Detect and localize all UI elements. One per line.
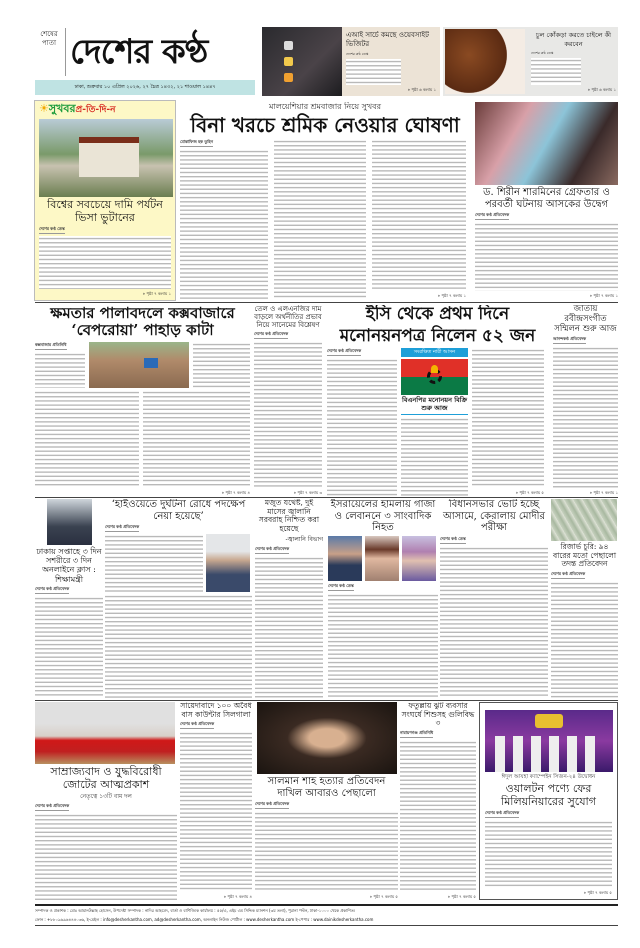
- continued-marker: » পৃষ্ঠা ৭ কলাম ১: [589, 293, 618, 298]
- walton-campaign-photo: [485, 710, 613, 772]
- byline: দেশের কণ্ঠ প্রতিবেদক: [551, 571, 585, 579]
- byline: দেশের কণ্ঠ প্রতিবেদক: [485, 810, 519, 818]
- byline: দেশের কণ্ঠ প্রতিবেদক: [327, 348, 361, 356]
- promo-kicker: ঈদুল আযহা ক্যাম্পেইন সিজন-২৪ উদ্বোধন: [501, 774, 596, 780]
- official-photo: [206, 534, 250, 592]
- continued-marker: » পৃষ্ঠা ৭ কলাম ৫: [515, 490, 544, 495]
- headline[interactable]: সায়েদাবাদে ১০০ অবৈধ বাস কাউন্টার সিলগালা: [180, 702, 252, 719]
- continued-marker: » পৃষ্ঠা ৭ কলাম ৫: [447, 894, 476, 899]
- headline[interactable]: মজুত যথেষ্ট, দুই মাসের জ্বালানি সরবরাহ নিশ্চিত করা হয়েছে: [258, 499, 320, 533]
- article-body: [35, 596, 103, 698]
- teaser-byline: দেশের কণ্ঠ ডেস্ক: [531, 51, 554, 56]
- headline[interactable]: বিশ্বের সবচেয়ে দামি পর্যটন ভিসা ভুটানের: [47, 198, 163, 224]
- footer-rule: [35, 904, 618, 906]
- continued-marker: » পৃষ্ঠা ৭ কলাম ১: [589, 490, 618, 495]
- article-body: [440, 546, 548, 699]
- curly-hair-image: [445, 29, 525, 94]
- article-body: [255, 811, 398, 892]
- headline[interactable]: রিজার্ভ চুরি: ৯৪ বারের মতো পেছালো তদন্ত প্রতিবেদন: [553, 542, 616, 569]
- article-body: [35, 813, 177, 900]
- article-body: [475, 222, 618, 291]
- continued-marker: » পৃষ্ঠা ৭ কলাম ৪: [223, 894, 252, 899]
- salman-shah-photo: [257, 702, 397, 774]
- teaser-curly-hair[interactable]: [443, 27, 618, 96]
- byline: মোস্তাফিজ হক তুহিন: [180, 139, 213, 147]
- teaser-text: [531, 58, 581, 85]
- sukhbor-pratidin-box[interactable]: [34, 100, 176, 301]
- byline: দেশের কণ্ঠ ডেস্ক: [328, 583, 354, 591]
- continued-marker: » পৃষ্ঠা ৭ কলাম ১: [142, 291, 171, 296]
- phone-apps-image: [262, 27, 342, 96]
- headline[interactable]: ড. শিরীন শারমিনের গ্রেফতার ও পরবর্তী ঘটনায় আসকের উদ্বেগ: [483, 187, 610, 210]
- byline: দেশের কণ্ঠ প্রতিবেদক: [254, 331, 288, 339]
- source-label: -জ্বালানি বিভাগ: [285, 535, 323, 543]
- byline: দেশের কণ্ঠ ডেস্ক: [440, 536, 466, 544]
- article-body: [193, 342, 250, 388]
- journalist-photo-2: [365, 536, 399, 581]
- box-label: সংরক্ষিত নারী আসন: [401, 348, 468, 357]
- headline-line1[interactable]: ইসি থেকে প্রথম দিনে: [365, 305, 510, 324]
- article-body: [39, 236, 171, 289]
- byline: দেশের কণ্ঠ প্রতিবেদক: [475, 212, 509, 220]
- byline: দেশের কণ্ঠ প্রতিবেদক: [180, 721, 214, 729]
- article-body-col3: [372, 139, 466, 291]
- byline: দেশের কণ্ঠ প্রতিবেদক: [255, 546, 289, 554]
- continued-marker: » পৃষ্ঠা ৭ কলাম ৫: [583, 890, 612, 895]
- press-conference-photo: [35, 702, 175, 764]
- bnp-flag-icon: [401, 359, 468, 395]
- byline: দেশের কণ্ঠ প্রতিবেদক: [105, 524, 139, 532]
- article-body: [472, 348, 544, 488]
- headline-line2[interactable]: মনোনয়নপত্র নিলেন ৫২ জন: [339, 325, 536, 346]
- byline: দেশের কণ্ঠ প্রতিবেদক: [35, 586, 69, 594]
- headline[interactable]: সালমান শাহ হত্যার প্রতিবেদন দাখিল আবারও পেছালো: [267, 776, 386, 799]
- article-body: [553, 346, 618, 488]
- subhead: নেতৃত্বে ১৩টি বাম দল: [80, 793, 132, 801]
- footer-imprint: সম্পাদক ও প্রকাশক : মোঃ আমানউল্লাহ হোসেন, উপদেষ্টা সম্পাদক : নাদির আহমেদ, বার্তা ও বাণিজ্যিক কার্যালয় : ৫৫/এ, এইচ এম সিদ্দিক ম্যানশন (৩য় তলা), পুরানা পল্টন, ঢাকা-১০০০ থেকে প্রকাশিত।: [35, 908, 356, 913]
- headline[interactable]: ‘হাইওয়েতে দুর্ঘটনা রোধে পদক্ষেপ নেয়া হয়েছে’: [111, 499, 246, 522]
- byline: দেশের কণ্ঠ প্রতিবেদক: [35, 803, 69, 811]
- article-body: [105, 594, 252, 698]
- byline: কক্সবাজার প্রতিনিধি: [35, 342, 67, 350]
- lead-kicker: মালয়েশিয়ার শ্রমবাজার নিয়ে সুখবর: [268, 102, 382, 111]
- box-caption: বিএনপির মনোনয়ন বিক্রি শুরু আজ: [401, 396, 468, 412]
- teaser-byline: দেশের কণ্ঠ ডেস্ক: [346, 51, 369, 56]
- headline[interactable]: সাম্রাজ্যবাদ ও যুদ্ধবিরোধী জোটের আত্মপ্রকাশ: [50, 765, 162, 791]
- sun-icon: ☀: [39, 102, 49, 115]
- education-minister-photo: [47, 499, 92, 545]
- teaser-headline: এআই সার্চে কমছে ওয়েবসাইট ভিজিটর: [346, 31, 429, 49]
- teaser-headline: চুল কোঁকড়া করতে চাইলে কী করবেন: [535, 31, 611, 49]
- bnp-nomination-box[interactable]: [401, 348, 468, 415]
- journalist-photo-3: [402, 536, 436, 581]
- continued-marker: » পৃষ্ঠা ৭ কলাম ৫: [369, 894, 398, 899]
- headline[interactable]: ওয়ালটন পণ্যে ফের মিলিয়নিয়ারের সুযোগ: [501, 782, 596, 808]
- continued-marker: » পৃষ্ঠা ৭ কলাম ৩: [293, 490, 322, 495]
- article-body: [35, 352, 85, 388]
- divider: [35, 700, 618, 701]
- article-body: [143, 390, 250, 489]
- teaser-text: [346, 59, 401, 85]
- byline: দেশের কণ্ঠ প্রতিবেদক: [255, 801, 289, 809]
- continued-marker: » পৃষ্ঠা ৭ কলাম ৪: [221, 490, 250, 495]
- article-body: [255, 556, 323, 699]
- divider: [35, 497, 618, 498]
- dateline: ঢাকা, শুক্রবার ১০ এপ্রিল ২০২৬, ২৭ চৈত্র ১৪৩২, ২১ শাওয়াল ১৪৪৭: [35, 80, 255, 95]
- headline[interactable]: ইসরায়েলের হামলায় গাজা ও লেবাননে ৩ সাংবাদিক নিহত: [330, 499, 436, 533]
- headline[interactable]: ফতুল্লায় ঝুট ব্যবসার সংঘর্ষে শিশুসহ গুলিবিদ্ধ ৩: [401, 702, 475, 728]
- article-body: [328, 593, 438, 699]
- article-body: [485, 820, 612, 888]
- article-body: [551, 581, 618, 698]
- divider: [35, 302, 618, 303]
- article-body: [327, 358, 397, 496]
- headline[interactable]: ঢাকায় সপ্তাহে ৩ দিন সশরীরে ৩ দিন অনলাইনে ক্লাস : শিক্ষামন্ত্রী: [36, 547, 102, 584]
- headline[interactable]: তেল ও এলএনজির দাম বাড়লে অর্থনীতির প্রভাব নিয়ে সানেমের বিশ্লেষণ: [254, 305, 322, 330]
- hill-cutting-image: [89, 342, 189, 388]
- article-body: [400, 740, 476, 892]
- lead-headline[interactable]: বিনা খরচে শ্রমিক নেওয়ার ঘোষণা: [190, 113, 460, 137]
- article-body: [254, 341, 322, 488]
- article-body: [35, 390, 139, 489]
- headline[interactable]: ক্ষমতার পালাবদলে কক্সবাজারে ‘বেপরোয়া’ পাহাড় কাটা: [50, 305, 235, 340]
- currency-notes-image: [551, 499, 617, 541]
- continued-marker: » পৃষ্ঠা ৬ কলাম ১: [587, 87, 616, 92]
- footer-contact: ফোন : +৮৮০৯৬৯৬৪৪৪০৩৬, ই-মেইল : info@desherkantha.com, ad@desherkantha.com, অনলাইন নিউজ পোর্টাল : www.desherkantha.com ই-পেপার : www.dainikdesherkantha.com: [35, 917, 374, 922]
- article-body: [401, 417, 468, 496]
- journalist-photo-1: [328, 536, 362, 581]
- byline: নারায়ণগঞ্জ প্রতিনিধি: [400, 730, 433, 738]
- walton-promo-box[interactable]: [479, 702, 618, 900]
- headline[interactable]: বিধানসভার ভোট হচ্ছে আসামে, কেরালায় মোদীর পরীক্ষা: [442, 499, 546, 533]
- newspaper-logo: দেশের কণ্ঠ: [65, 28, 255, 76]
- continued-marker: » পৃষ্ঠা ৭ কলাম ১: [437, 293, 466, 298]
- continued-marker: » পৃষ্ঠা ৬ কলাম ১: [407, 87, 436, 92]
- byline: আনন্দকণ্ঠ প্রতিবেদক: [553, 336, 586, 344]
- teaser-ai-search[interactable]: [262, 27, 440, 96]
- article-body-col2: [274, 139, 366, 299]
- byline: দেশের কণ্ঠ ডেস্ক: [39, 226, 65, 234]
- sukhbor-logo: ☀সুখবরপ্র-তি-দি-ন: [39, 102, 116, 115]
- article-body: [180, 731, 252, 892]
- article-body: [105, 534, 203, 592]
- footer-rule-bottom: [35, 925, 618, 926]
- bhutan-dzong-image: [39, 119, 173, 197]
- article-body-col1: [180, 149, 268, 299]
- section-label: শেষের পাতা: [40, 30, 58, 48]
- shirin-sharmin-photo: [475, 102, 618, 185]
- headline[interactable]: জাতীয় রবীন্দ্রসংগীত সম্মিলন শুরু আজ: [554, 305, 617, 334]
